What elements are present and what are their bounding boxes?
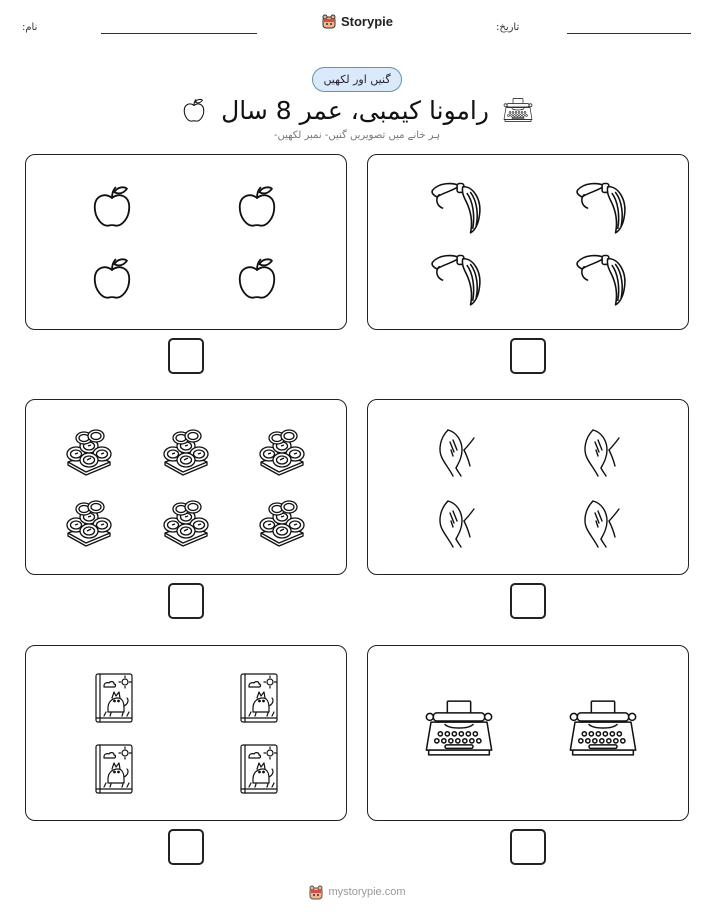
apple-icon [89, 253, 135, 303]
brand-name: Storypie [340, 13, 393, 29]
coins-icon [62, 497, 116, 547]
book-icon [92, 743, 136, 795]
typewriter-icon [424, 698, 494, 758]
answer-box-ponytails[interactable] [510, 338, 546, 374]
page-title: رامونا کیمبی، عمر 8 سال [221, 95, 489, 125]
panel-ponytails [367, 154, 689, 330]
instructions: ہر خانے میں تصویریں گنیں- نمبر لکھیں- [273, 130, 441, 141]
coins-icon [159, 497, 213, 547]
coins-icon [159, 426, 213, 476]
answer-box-books[interactable] [168, 829, 204, 865]
knee-icon [579, 497, 623, 549]
knee-icon [434, 426, 478, 478]
title-row [0, 93, 714, 127]
name-label: نام: [22, 22, 38, 33]
coins-icon [62, 426, 116, 476]
apple-icon [89, 181, 135, 231]
apple-icon [234, 253, 280, 303]
coins-icon [255, 497, 309, 547]
activity-badge: گنیں اور لکھیں [312, 67, 402, 92]
panel-typewriters [367, 645, 689, 821]
apple-icon [234, 181, 280, 231]
panel-books [25, 645, 347, 821]
knee-icon [434, 497, 478, 549]
panel-coins [25, 399, 347, 575]
brand-logo [0, 13, 714, 29]
book-icon [237, 743, 281, 795]
storypie-mascot-icon [308, 884, 324, 900]
answer-box-apples[interactable] [168, 338, 204, 374]
storypie-mascot-icon [321, 13, 337, 29]
knee-icon [579, 426, 623, 478]
coins-icon [255, 426, 309, 476]
answer-box-typewriters[interactable] [510, 829, 546, 865]
ponytail-icon [428, 251, 484, 307]
typewriter-icon [568, 698, 638, 758]
ponytail-icon [573, 179, 629, 235]
answer-box-knees[interactable] [510, 583, 546, 619]
date-label: تاریخ: [496, 22, 520, 33]
ponytail-icon [428, 179, 484, 235]
footer-url[interactable]: mystorypie.com [328, 886, 406, 898]
footer [0, 884, 714, 900]
book-icon [237, 672, 281, 724]
date-line[interactable] [567, 33, 691, 34]
name-line[interactable] [101, 33, 257, 34]
ponytail-icon [573, 251, 629, 307]
apple-icon [181, 97, 207, 123]
panel-knees [367, 399, 689, 575]
answer-box-coins[interactable] [168, 583, 204, 619]
book-icon [92, 672, 136, 724]
typewriter-icon [503, 97, 533, 123]
panel-apples [25, 154, 347, 330]
